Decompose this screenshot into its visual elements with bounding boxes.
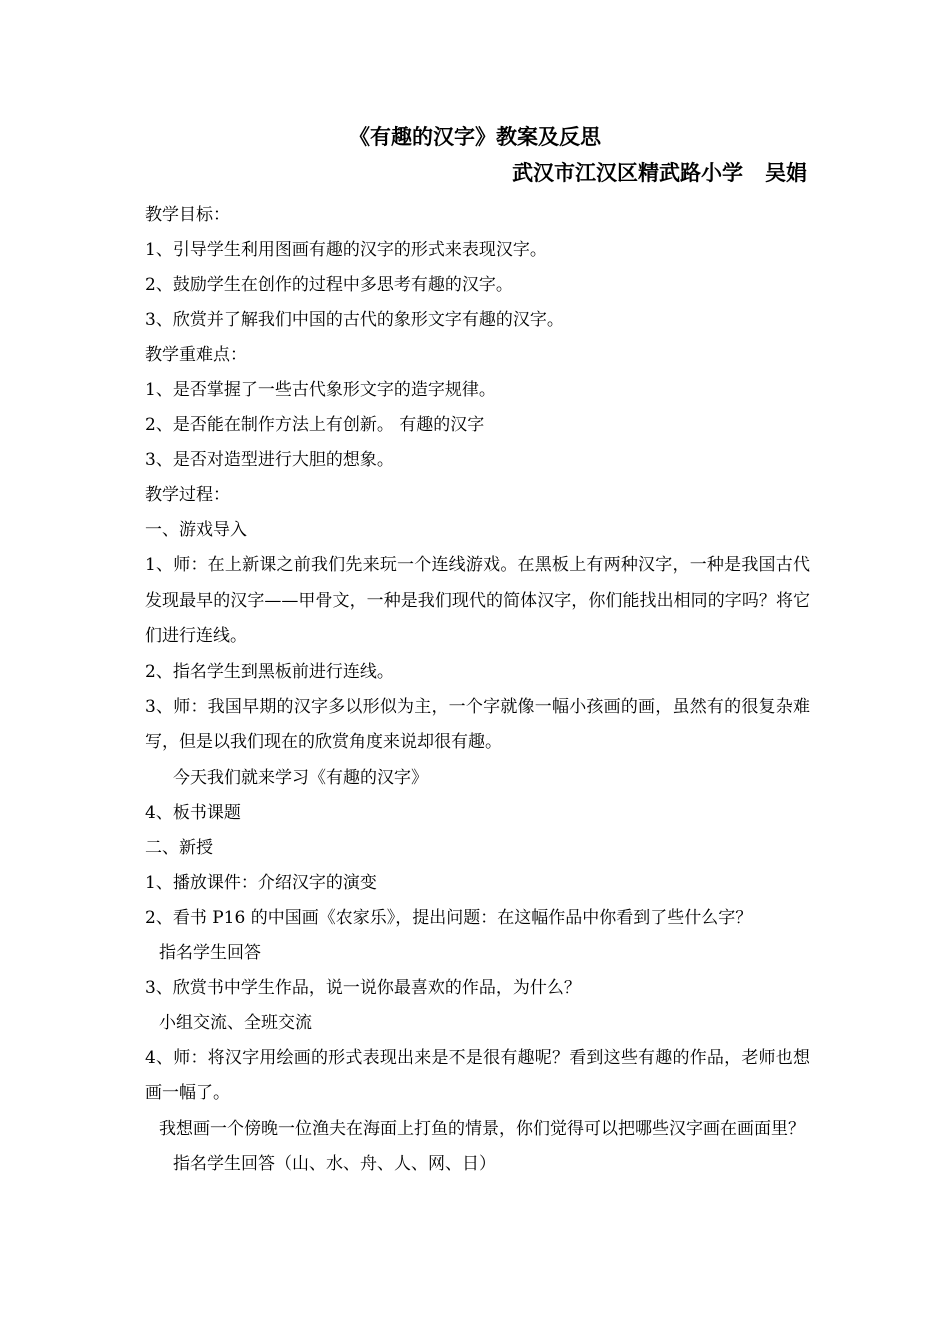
process-paragraph: 3、师：我国早期的汉字多以形似为主，一个字就像一幅小孩画的画，虽然有的很复杂难写，但是以我们现在的欣赏角度来说却很有趣。: [145, 696, 810, 752]
document-body: [145, 198, 810, 1182]
goal-item: 1、引导学生利用图画有趣的汉字的形式来表现汉字。: [145, 240, 547, 260]
section-heading-process: 教学过程：: [145, 485, 230, 505]
part-heading-game-intro: 一、游戏导入: [145, 520, 247, 540]
process-subline: 指名学生回答（山、水、舟、人、网、日）: [173, 1154, 496, 1174]
section-heading-goals: 教学目标：: [145, 205, 230, 225]
key-point-item: 1、是否掌握了一些古代象形文字的造字规律。: [145, 380, 496, 400]
process-subline: 小组交流、全班交流: [159, 1012, 312, 1033]
process-item: 4、板书课题: [145, 802, 241, 823]
key-point-item: 2、是否能在制作方法上有创新。 有趣的汉字: [145, 415, 485, 435]
goal-item: 3、欣赏并了解我们中国的古代的象形文字有趣的汉字。: [145, 310, 564, 330]
key-point-item: 3、是否对造型进行大胆的想象。: [145, 450, 394, 470]
process-item: 2、看书 P16 的中国画《农家乐》，提出问题：在这幅作品中你看到了些什么字？: [145, 907, 753, 928]
part-heading-new-lesson: 二、新授: [145, 837, 213, 858]
document-title: 《有趣的汉字》教案及反思: [349, 124, 601, 149]
process-paragraph: 1、师：在上新课之前我们先来玩一个连线游戏。在黑板上有两种汉字，一种是我国古代发现最早的汉字——甲骨文，一种是我们现代的简体汉字，你们能找出相同的字吗？将它们进行连线。: [145, 555, 810, 646]
process-subline: 指名学生回答: [159, 942, 261, 963]
goal-item: 2、鼓励学生在创作的过程中多思考有趣的汉字。: [145, 275, 513, 295]
section-heading-key-points: 教学重难点：: [145, 345, 247, 365]
author-line: 武汉市江汉区精武路小学 吴娟: [512, 160, 807, 185]
process-paragraph: 我想画一个傍晚一位渔夫在海面上打鱼的情景，你们觉得可以把哪些汉字画在画面里？: [159, 1118, 805, 1139]
process-item: 3、欣赏书中学生作品，说一说你最喜欢的作品，为什么？: [145, 977, 581, 998]
process-item: 1、播放课件：介绍汉字的演变: [145, 872, 377, 893]
process-subline: 今天我们就来学习《有趣的汉字》: [173, 767, 428, 788]
process-item: 2、指名学生到黑板前进行连线。: [145, 661, 394, 682]
process-paragraph: 4、师：将汉字用绘画的形式表现出来是不是很有趣呢？看到这些有趣的作品，老师也想画一幅了。: [145, 1047, 810, 1103]
